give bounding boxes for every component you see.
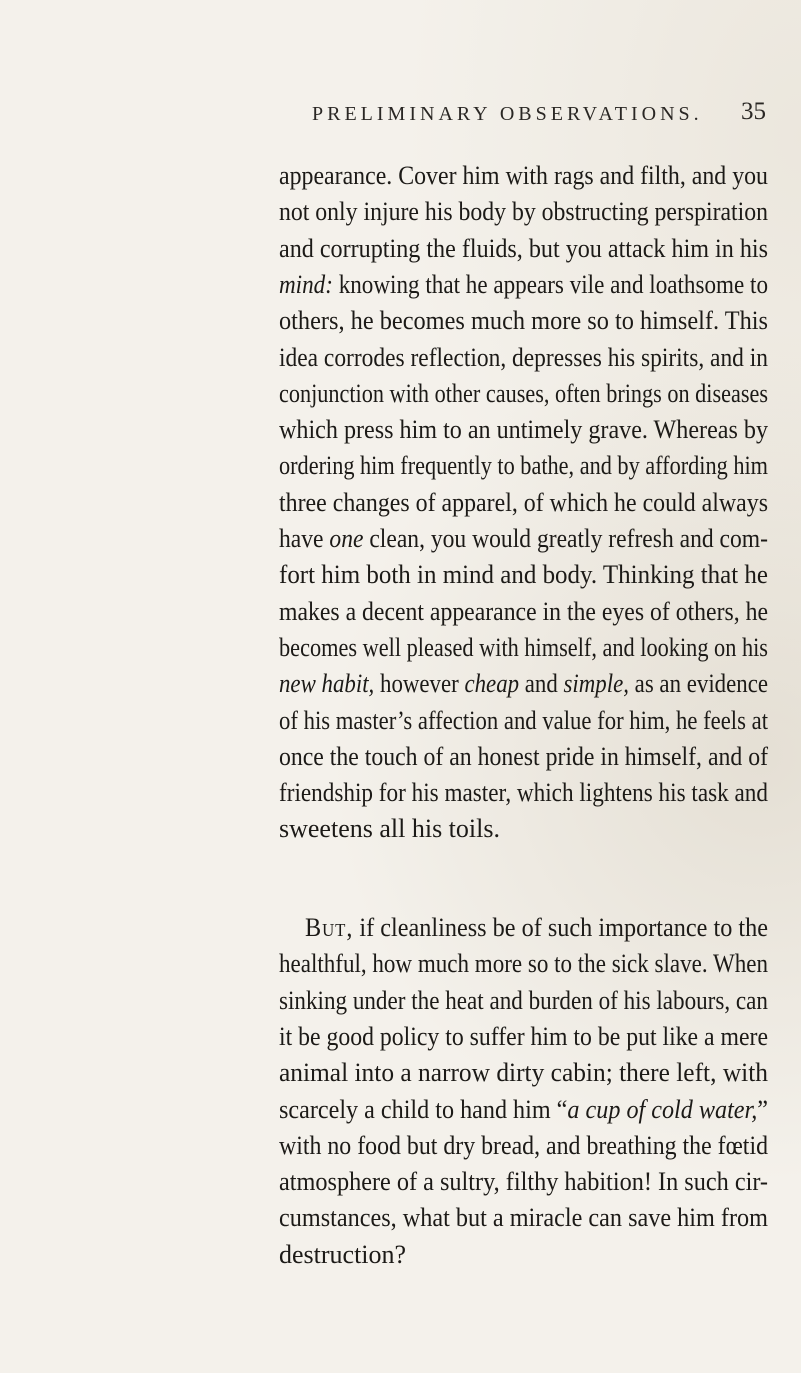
text-line [279, 1164, 768, 1200]
text-span: three changes of apparel, of which he could always [279, 487, 768, 517]
text-span: not only injure his body by obstructing perspiration [279, 197, 768, 227]
text-span: one [329, 524, 364, 553]
text-line [279, 946, 768, 982]
text-span: a cup of cold water, [567, 1094, 758, 1124]
text-line [279, 775, 768, 811]
text-line [279, 983, 768, 1019]
text-span: of his master’s affection and value for him, he feels at [279, 705, 768, 735]
text-line [279, 630, 768, 666]
text-span: But, [305, 913, 354, 942]
text-line [279, 1092, 768, 1128]
text-span: healthful, how much more so to the sick slave. When [279, 949, 768, 979]
text-span: have [279, 524, 330, 553]
text-line [279, 303, 768, 339]
text-span: cheap [464, 669, 520, 699]
text-span: it be good policy to suffer him to be put like a mere [279, 1021, 768, 1051]
text-line [279, 448, 768, 484]
text-line [279, 739, 768, 775]
text-span: new habit, [279, 669, 375, 699]
text-span: clean, you would greatly refresh and com- [363, 524, 768, 553]
text-span: however [374, 669, 465, 699]
text-line [305, 910, 768, 946]
text-line [279, 1019, 768, 1055]
text-span: ordering him frequently to bathe, and by affording him [279, 451, 768, 481]
text-span: atmosphere of a sultry, filthy habition! In such cir- [279, 1167, 768, 1197]
text-span: others, he becomes much more so to himself. This [279, 306, 768, 336]
text-line [279, 267, 768, 303]
text-span: mind: [279, 269, 333, 299]
text-span: knowing that he appears vile and loathsome to [332, 269, 768, 299]
text-span: conjunction with other causes, often brings on diseases [279, 378, 768, 408]
text-line [279, 1237, 406, 1273]
text-line [279, 158, 768, 194]
text-span: once the touch of an honest pride in himself, and of [279, 741, 768, 771]
text-line [279, 811, 500, 847]
text-line [279, 594, 768, 630]
text-line [279, 557, 768, 593]
text-span: and corrupting the fluids, but you attack him in his [279, 233, 768, 263]
text-line [279, 485, 768, 521]
text-span: sinking under the heat and burden of his labours, can [279, 985, 768, 1015]
text-span: destruction? [279, 1239, 407, 1269]
text-span: simple, [563, 669, 629, 699]
page-number: 35 [741, 98, 766, 125]
text-span: friendship for his master, which lightens his task and [279, 778, 768, 808]
text-line [279, 194, 768, 230]
text-line [279, 1200, 768, 1236]
text-span: as an evidence [628, 669, 768, 699]
text-line [279, 1055, 768, 1091]
text-line [279, 666, 768, 702]
text-line [279, 703, 768, 739]
text-span: sweetens all his toils. [279, 814, 500, 844]
text-span: idea corrodes reflection, depresses his spirits, and in [279, 342, 768, 372]
running-head: PRELIMINARY OBSERVATIONS. [312, 103, 703, 125]
text-span: and [519, 669, 564, 699]
text-span: cumstances, what but a miracle can save him from [279, 1203, 768, 1233]
text-span: becomes well pleased with himself, and looking on his [279, 632, 768, 662]
text-line [279, 231, 768, 267]
text-span: fort him both in mind and body. Thinking that he [279, 560, 768, 590]
text-span: animal into a narrow dirty cabin; there left, with [279, 1058, 768, 1088]
text-line [279, 376, 768, 412]
text-line [279, 521, 768, 557]
text-span: scarcely a child to hand him “ [279, 1094, 568, 1124]
text-line [279, 340, 768, 376]
text-span: makes a decent appearance in the eyes of others, he [279, 596, 768, 626]
text-span: appearance. Cover him with rags and filth, and you [279, 161, 768, 190]
text-span: ” [757, 1094, 768, 1124]
text-line [279, 1128, 768, 1164]
text-span: with no food but dry bread, and breathing the fœtid [279, 1130, 768, 1160]
text-line [279, 412, 768, 448]
text-span: if cleanliness be of such importance to the [353, 913, 768, 942]
text-span: which press him to an untimely grave. Whereas by [279, 415, 768, 445]
